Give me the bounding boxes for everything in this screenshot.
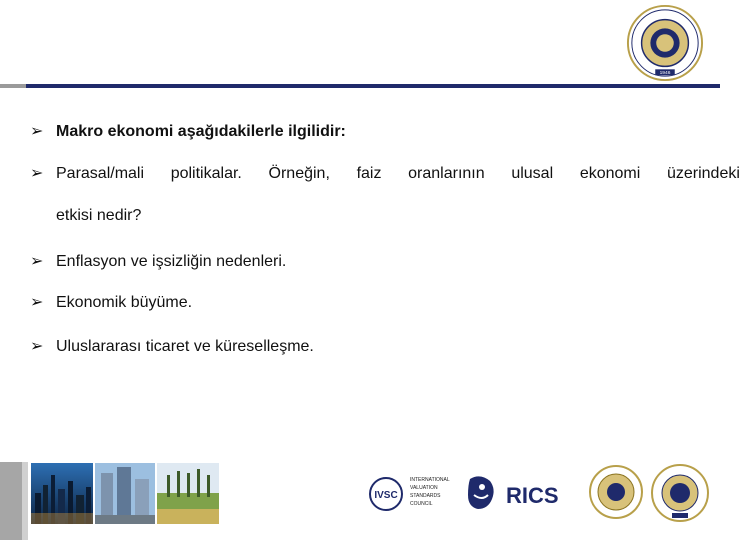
- office-towers-photo: [95, 463, 155, 524]
- word: politikalar.: [170, 165, 242, 182]
- arrowhead-bullet-icon: ➢: [30, 165, 44, 182]
- bullet-item: [30, 252, 286, 272]
- svg-text:RICS: RICS: [506, 483, 559, 508]
- bullet-item: [30, 337, 314, 357]
- bullet-item: [30, 122, 346, 142]
- header-bar-accent: [0, 84, 26, 88]
- countryside-photo: [157, 463, 219, 524]
- arrowhead-bullet-icon: ➢: [30, 123, 44, 140]
- svg-text:COUNCIL: COUNCIL: [410, 501, 433, 507]
- header-bar: [26, 84, 720, 88]
- gold-association-seal: [588, 463, 644, 521]
- ankara-university-seal-footer: [650, 463, 710, 523]
- bullet-item: [30, 293, 192, 313]
- svg-text:IVSC: IVSC: [374, 490, 398, 501]
- bullet-item: [30, 164, 740, 184]
- bullet-text: Enflasyon ve işsizliğin nedenleri.: [56, 253, 287, 270]
- word: Örneğin,: [268, 165, 330, 182]
- arrowhead-bullet-icon: ➢: [30, 294, 44, 311]
- word: Parasal/mali: [56, 165, 145, 182]
- city-skyline-night-photo: [31, 463, 93, 524]
- bullet-text: Ekonomik büyüme.: [56, 294, 193, 311]
- word: ekonomi: [579, 165, 641, 182]
- svg-text:STANDARDS: STANDARDS: [410, 493, 441, 499]
- svg-text:INTERNATIONAL: INTERNATIONAL: [410, 477, 450, 483]
- logo-year: 1946: [659, 71, 671, 77]
- word: oranlarının: [408, 165, 485, 182]
- bullet-text: Makro ekonomi aşağıdakilerle ilgilidir:: [56, 123, 346, 140]
- arrowhead-bullet-icon: ➢: [30, 338, 44, 355]
- bullet-continuation: etkisi nedir?: [56, 207, 142, 224]
- footer-side-strip-light: [22, 462, 28, 540]
- arrowhead-bullet-icon: ➢: [30, 253, 44, 270]
- bullet-text-line: [56, 164, 740, 184]
- word: faiz: [356, 165, 382, 182]
- rics-logo: [464, 463, 582, 523]
- word: ulusal: [511, 165, 554, 182]
- svg-text:VALUATION: VALUATION: [410, 485, 438, 491]
- ivsc-logo: [368, 463, 460, 523]
- ankara-university-logo: [626, 4, 704, 82]
- bullet-text: Uluslararası ticaret ve küreselleşme.: [56, 338, 314, 355]
- word: üzerindeki: [666, 165, 740, 182]
